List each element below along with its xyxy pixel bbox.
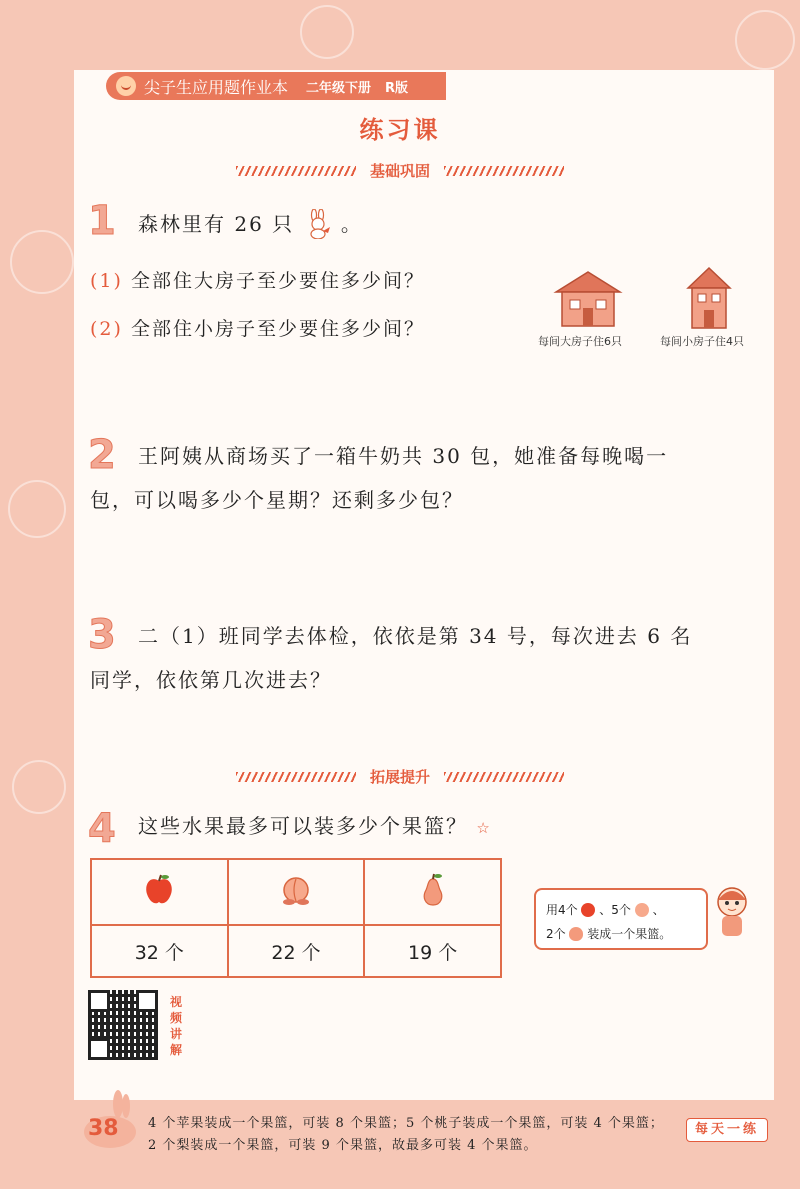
daily-practice-badge: 每天一练 — [686, 1118, 768, 1142]
hatch-decoration — [444, 772, 564, 782]
question-2-line-2: 包，可以喝多少个星期？还剩多少包？ — [90, 488, 464, 512]
bubble-text: 、5个 — [599, 903, 631, 917]
sub-question-text: 全部住大房子至少要住多少间？ — [130, 270, 425, 292]
question-1-sub-2 — [90, 314, 425, 341]
book-title: 尖子生应用题作业本 — [144, 77, 289, 97]
qr-corner — [88, 990, 110, 1012]
fruit-table — [90, 858, 502, 978]
bubble-text: 、 — [652, 903, 665, 917]
small-house-icon — [684, 266, 734, 334]
big-house-caption: 每间大房子住6只 — [538, 335, 622, 348]
table-cell — [364, 859, 501, 925]
grade-label: 二年级下册 — [306, 80, 372, 96]
background-doodle — [8, 480, 66, 538]
question-3-line-2: 同学，依依第几次进去？ — [90, 668, 332, 692]
sub-question-number: (1) — [90, 270, 123, 292]
question-2-line-1: 王阿姨从商场买了一箱牛奶共 30 包，她准备每晚喝一 — [138, 444, 669, 468]
qr-corner — [88, 1038, 110, 1060]
question-number: 3 — [88, 612, 116, 658]
answer-text: 4 个苹果装成一个果篮，可装 8 个果篮；5 个桃子装成一个果篮，可装 4 个果篮；2 个梨装成一个果篮，可装 9 个果篮，故最多可装 4 个果篮。 — [148, 1116, 664, 1153]
lesson-title: 练习课 — [359, 116, 441, 144]
book-header — [106, 72, 446, 100]
difficulty-star-icon: ☆ — [476, 819, 492, 837]
question-1-sub-1 — [90, 266, 425, 293]
peach-icon — [635, 903, 649, 917]
question-number: 2 — [88, 432, 116, 478]
bubble-text: 2个 — [546, 927, 566, 941]
peach-icon — [279, 890, 313, 912]
question-4-body: 这些水果最多可以装多少个果篮？ — [138, 814, 468, 838]
sub-question-number: (2) — [90, 318, 123, 340]
question-3-line-1: 二（1）班同学去体检，依依是第 34 号，每次进去 6 名 — [138, 624, 693, 648]
table-cell: 22 个 — [228, 925, 365, 977]
question-1-text-after: 。 — [340, 212, 363, 236]
bubble-text: 装成一个果篮。 — [587, 927, 672, 941]
question-number: 1 — [88, 198, 116, 244]
qr-code[interactable] — [88, 990, 158, 1060]
apple-icon — [142, 890, 176, 912]
section-header-extend — [0, 766, 800, 787]
background-doodle — [735, 10, 795, 70]
question-1-text — [138, 198, 363, 250]
smiley-logo-icon — [116, 76, 136, 96]
video-explanation-label[interactable]: 视频讲解 — [170, 995, 183, 1057]
pear-icon — [416, 890, 450, 912]
hatch-decoration — [236, 772, 356, 782]
hatch-decoration — [444, 166, 564, 176]
table-cell: 32 个 — [91, 925, 228, 977]
question-number: 4 — [88, 806, 116, 852]
small-house-caption: 每间小房子住4只 — [660, 335, 744, 348]
bubble-text: 用4个 — [546, 903, 578, 917]
section-label: 基础巩固 — [369, 162, 430, 180]
page-number: 38 — [88, 1116, 119, 1141]
background-doodle — [300, 5, 354, 59]
qr-corner — [136, 990, 158, 1012]
edition-label: R版 — [385, 80, 409, 96]
rabbit-icon — [303, 206, 333, 236]
girl-character-icon — [710, 880, 754, 944]
table-cell — [228, 859, 365, 925]
apple-icon — [581, 903, 595, 917]
section-label: 拓展提升 — [369, 768, 430, 786]
hatch-decoration — [236, 166, 356, 176]
table-row — [91, 925, 501, 977]
question-1-text-before: 森林里有 26 只 — [138, 212, 295, 236]
table-cell: 19 个 — [364, 925, 501, 977]
table-row — [91, 859, 501, 925]
table-cell — [91, 859, 228, 925]
question-4-text — [138, 800, 492, 854]
sub-question-text: 全部住小房子至少要住多少间？ — [130, 318, 425, 340]
hint-speech-bubble — [534, 888, 708, 950]
big-house-icon — [550, 268, 626, 332]
background-doodle — [10, 230, 74, 294]
pear-icon — [569, 927, 583, 941]
section-header-basic — [0, 160, 800, 181]
